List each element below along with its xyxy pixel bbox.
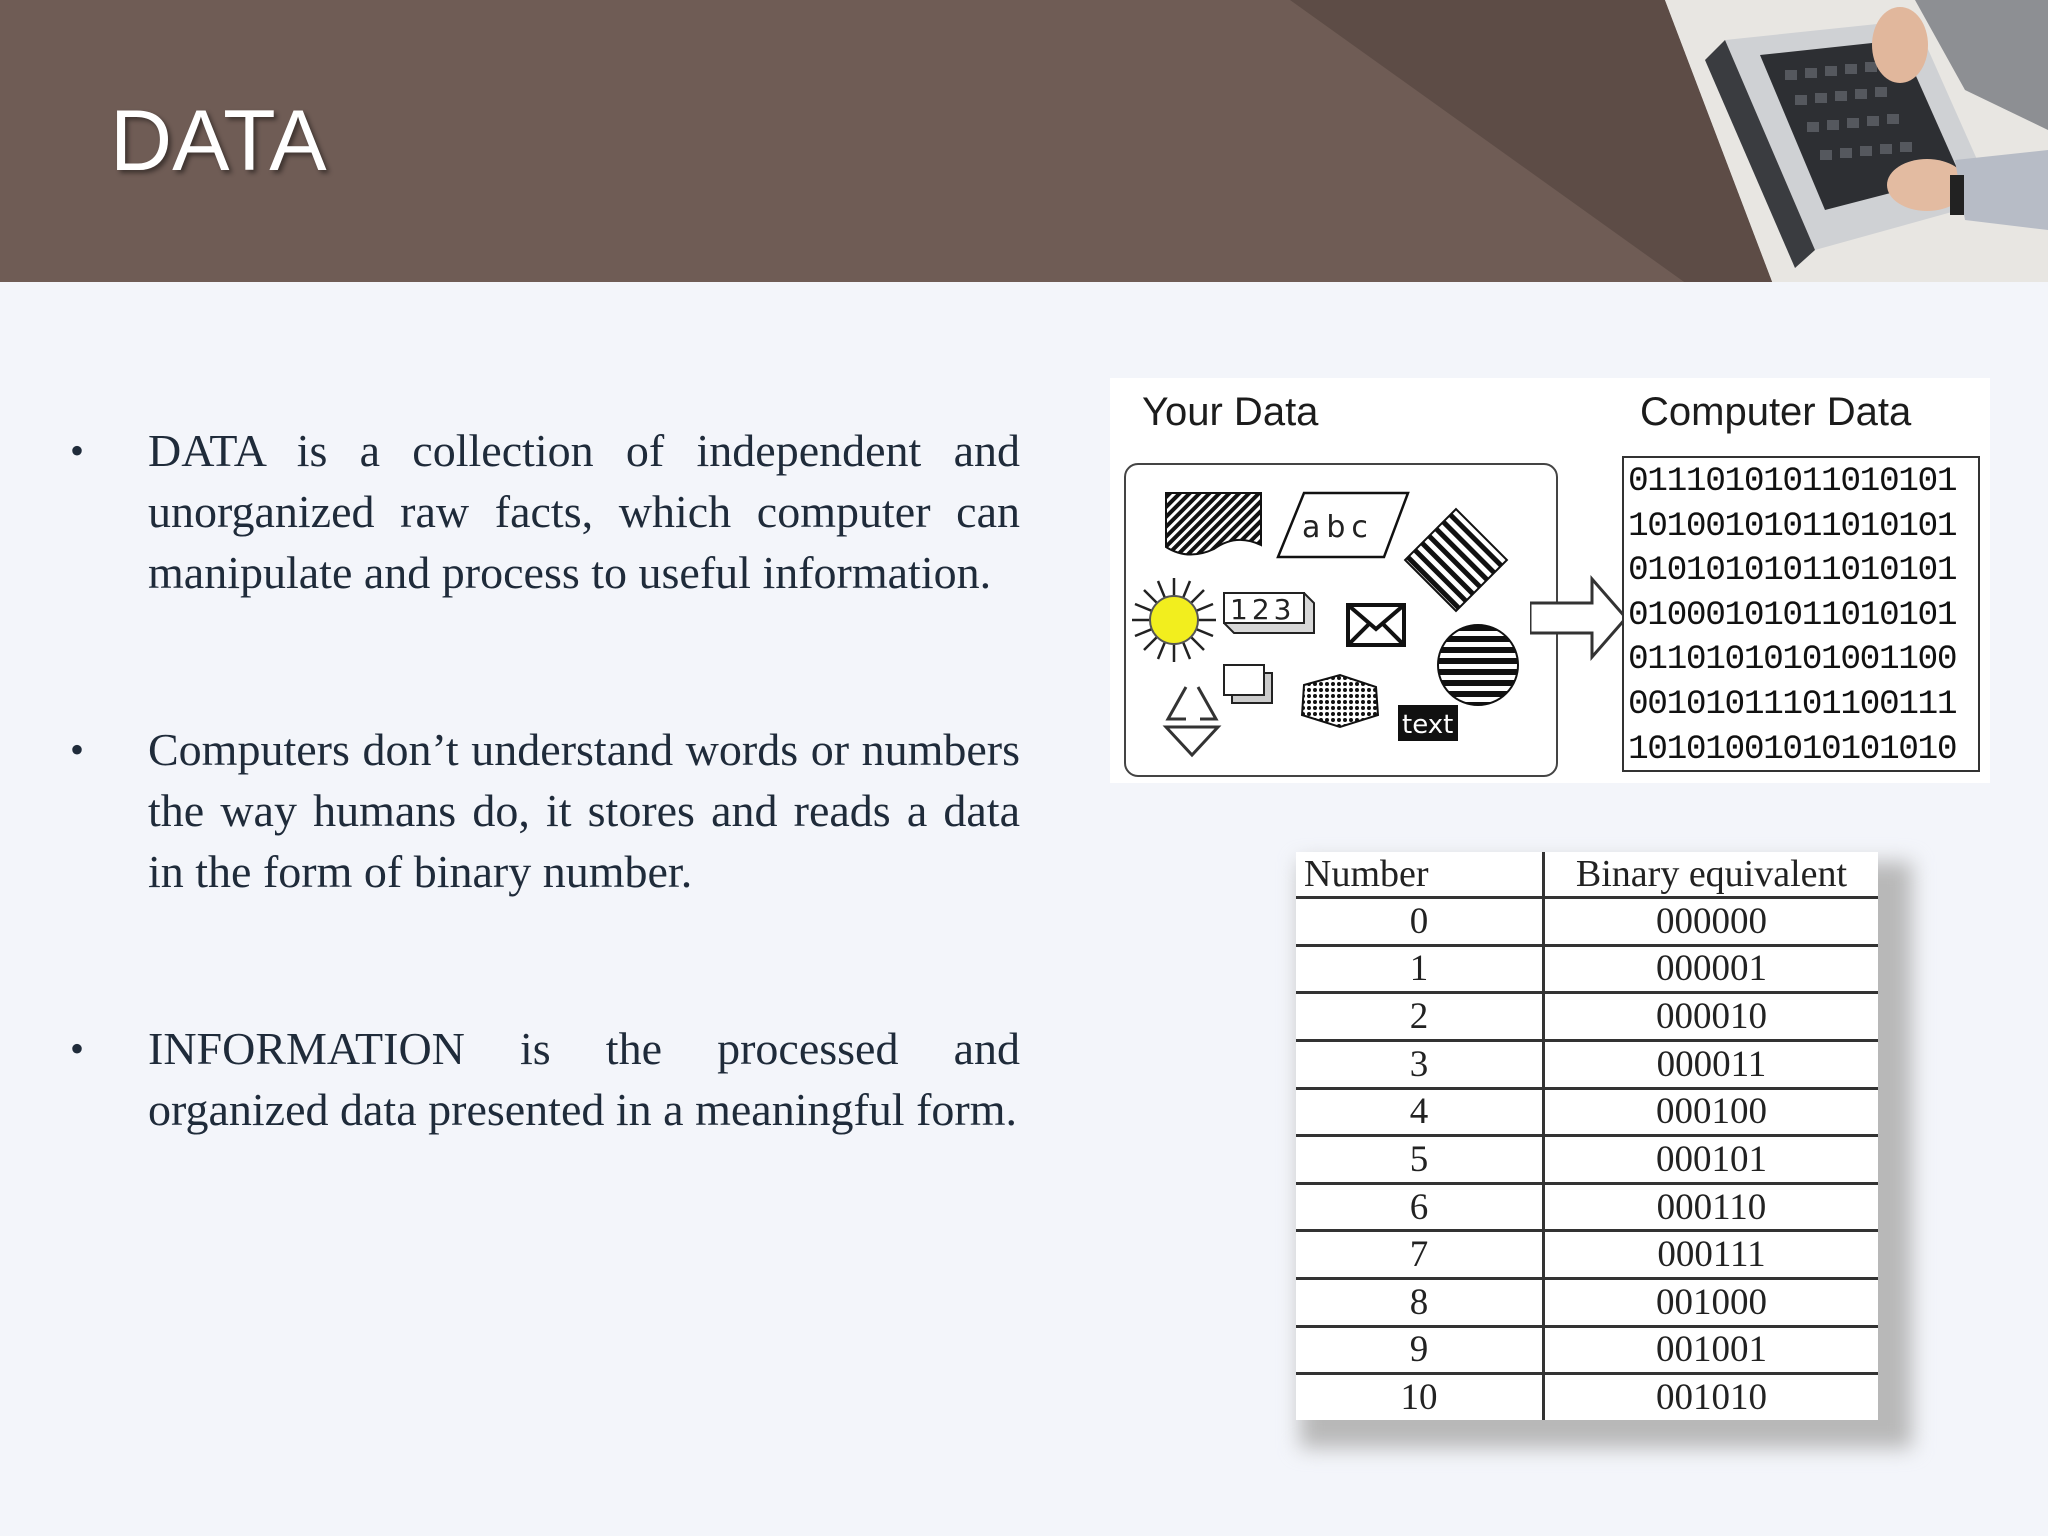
computer-data-box [1622, 456, 1980, 772]
binary-cell: 001000 [1544, 1279, 1879, 1327]
binary-cell: 000001 [1544, 945, 1879, 993]
number-cell: 8 [1296, 1279, 1544, 1327]
right-arrow-icon [1530, 573, 1630, 663]
table-row [1296, 1040, 1878, 1088]
text-badge-label: text [1402, 710, 1454, 740]
computer-data-label: Computer Data [1640, 390, 1912, 434]
bullet-item [70, 719, 1020, 902]
binary-line: 00101011101100111 [1628, 684, 1957, 724]
slide-title: DATA [110, 93, 327, 189]
table-row [1296, 993, 1878, 1041]
table-row [1296, 1231, 1878, 1279]
number-cell: 5 [1296, 1136, 1544, 1184]
bullet-marker: • [70, 428, 85, 473]
numbers-label: 123 [1230, 593, 1296, 626]
table-row [1296, 1374, 1878, 1420]
number-cell: 2 [1296, 993, 1544, 1041]
envelope-icon [1348, 605, 1404, 645]
table-row [1296, 945, 1878, 993]
number-cell: 3 [1296, 1040, 1544, 1088]
table-row [1296, 1183, 1878, 1231]
binary-cell: 000100 [1544, 1088, 1879, 1136]
bullet-list [70, 420, 1020, 1256]
abc-label: abc [1302, 510, 1374, 545]
your-data-box [1124, 463, 1558, 777]
binary-cell: 001010 [1656, 1377, 1767, 1419]
sun-icon [1132, 578, 1216, 662]
binary-cell: 000101 [1544, 1136, 1879, 1184]
bullet-text: DATA is a collection of independent and unorganized raw facts, which computer can manipulate and process to useful information. [148, 425, 1020, 598]
your-data-label: Your Data [1142, 390, 1319, 434]
binary-line: 01101010101001100 [1628, 640, 1957, 680]
table-row [1296, 898, 1878, 946]
binary-line: 10100101011010101 [1628, 506, 1957, 546]
stacked-windows-icon [1224, 665, 1272, 703]
table-row [1296, 1279, 1878, 1327]
bullet-item [70, 1018, 1020, 1140]
bullet-marker: • [70, 1026, 85, 1071]
recycle-icon [1166, 687, 1218, 755]
number-cell: 0 [1296, 898, 1544, 946]
number-cell: 6 [1296, 1183, 1544, 1231]
binary-line: 01000101011010101 [1628, 595, 1957, 635]
binary-cell: 000011 [1544, 1040, 1879, 1088]
data-diagram [1110, 378, 1990, 783]
binary-line: 01110101011010101 [1628, 462, 1957, 501]
table-header-row [1296, 852, 1878, 898]
header-band [0, 0, 2048, 282]
bullet-item [70, 420, 1020, 603]
number-cell: 10 [1296, 1374, 1544, 1420]
number-cell: 1 [1296, 945, 1544, 993]
column-header-binary: Binary equivalent [1544, 852, 1879, 898]
striped-diamond-icon [1405, 509, 1507, 611]
binary-cell: 000010 [1544, 993, 1879, 1041]
number-binary-table [1296, 852, 1878, 1420]
hatched-shape-icon [1166, 493, 1261, 555]
column-header-number: Number [1296, 852, 1544, 898]
binary-cell: 000111 [1544, 1231, 1879, 1279]
striped-circle-icon [1426, 625, 1536, 708]
number-cell: 9 [1296, 1326, 1544, 1374]
binary-cell: 000110 [1544, 1183, 1879, 1231]
table-row [1296, 1136, 1878, 1184]
dotted-hexagon-icon [1302, 675, 1378, 727]
table-row [1296, 1088, 1878, 1136]
binary-cell: 001001 [1544, 1326, 1879, 1374]
table-row [1296, 1326, 1878, 1374]
binary-table [1296, 852, 1878, 1420]
binary-cell: 000000 [1544, 898, 1879, 946]
data-icons [1126, 465, 1556, 775]
bullet-text: Computers don’t understand words or numbers the way humans do, it stores and reads a data in the form of binary number. [148, 724, 1020, 897]
number-cell: 4 [1296, 1088, 1544, 1136]
binary-line: 10101001010101010 [1628, 729, 1957, 769]
bullet-text: INFORMATION is the processed and organized data presented in a meaningful form. [148, 1023, 1020, 1135]
binary-line: 01010101011010101 [1628, 551, 1957, 591]
bullet-marker: • [70, 727, 85, 772]
number-cell: 7 [1296, 1231, 1544, 1279]
